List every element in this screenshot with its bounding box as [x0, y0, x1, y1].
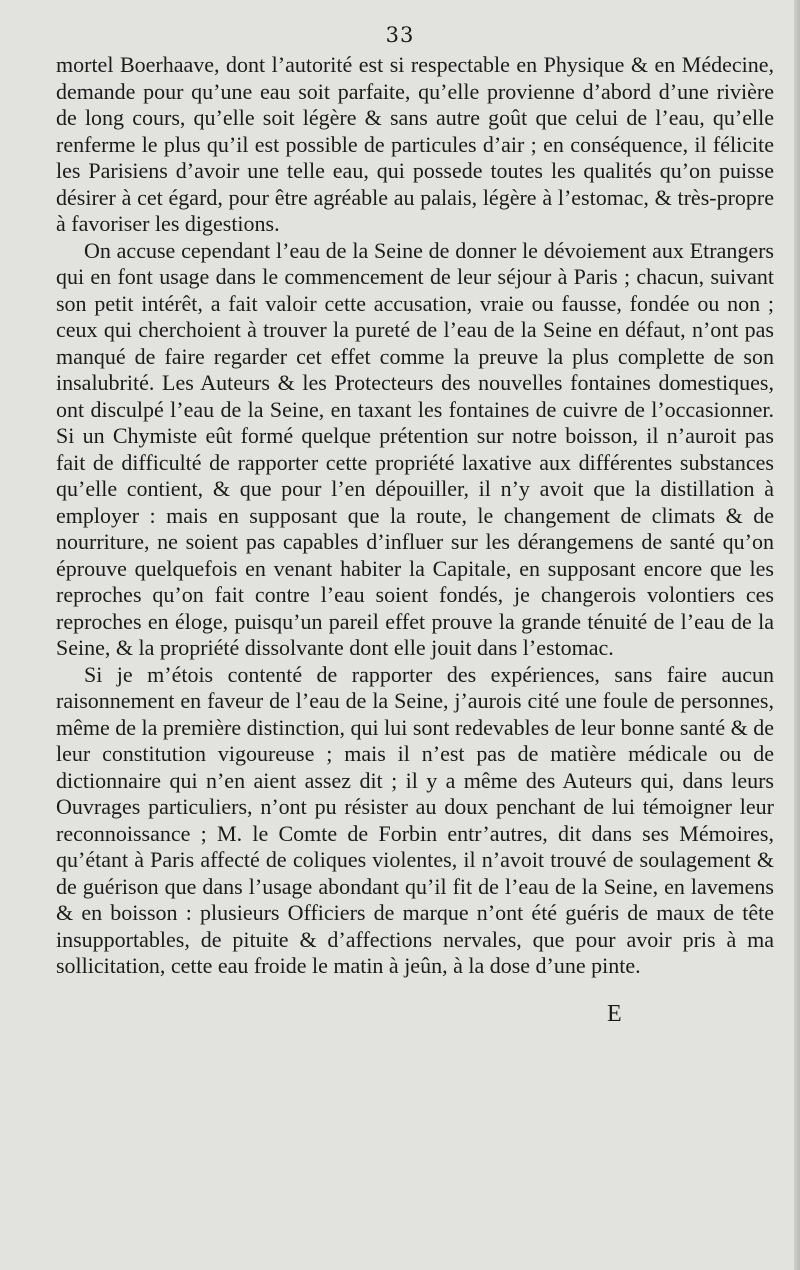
body-text: [56, 52, 774, 980]
paragraph-testimonies: Si je m’étois contenté de rapporter des expériences, sans faire aucun raisonnement en faveur de l’eau de la Seine, j’aurois cité une foule de personnes, même de la première distinction, qui lui sont redevables de leur bonne santé & de leur constitution vigoureuse ; mais il n’est pas de matière médicale ou de dictionnaire qui n’en aient assez dit ; il y a même des Auteurs qui, dans leurs Ouvrages particuliers, n’ont pu résister au doux penchant de lui témoigner leur reconnoissance ; M. le Comte de Forbin entr’autres, dit dans ses Mémoires, qu’étant à Paris affecté de coliques violentes, il n’avoit trouvé de soulagement & de guérison que dans l’usage abondant qu’il fit de l’eau de la Seine, en lavemens & en boisson : plusieurs Officiers de marque n’ont été guéris de maux de tête insupportables, de pituite & d’affections nervales, que pour avoir pris à ma sollicitation, cette eau froide le matin à jeûn, à la dose d’une pinte.: [56, 661, 774, 978]
signature-mark: E: [607, 1001, 622, 1027]
page-edge-shadow: [794, 0, 800, 1270]
paragraph-continuation: mortel Boerhaave, dont l’autorité est si respectable en Physique & en Médecine, demande pour qu’une eau soit parfaite, qu’elle provienne d’abord d’une rivière de long cours, qu’elle soit légère & sans autre goût que celui de l’eau, qu’elle renferme le plus qu’il est possible de particules d’air ; en conséquence, il félicite les Parisiens d’avoir une telle eau, qui possede toutes les qualités qu’on puisse désirer à cet égard, pour être agréable au palais, légère à l’estomac, & très-propre à favoriser les digestions.: [56, 52, 774, 236]
page-number: 33: [385, 23, 415, 47]
paragraph-seine-accusation: On accuse cependant l’eau de la Seine de donner le dévoiement aux Etrangers qui en font usage dans le commencement de leur séjour à Paris ; chacun, suivant son petit intérêt, a fait valoir cette accusation, vraie ou fausse, fondée ou non ; ceux qui cherchoient à trouver la pureté de l’eau de la Seine en défaut, n’ont pas manqué de faire regarder cet effet comme la preuve la plus complette de son insalubrité. Les Auteurs & les Protecteurs des nouvelles fontaines domestiques, ont disculpé l’eau de la Seine, en taxant les fontaines de cuivre de l’occasionner. Si un Chymiste eût formé quelque prétention sur notre boisson, il n’auroit pas fait de difficulté de rapporter cette propriété laxative aux différentes substances qu’elle contient, & que pour l’en dépouiller, il n’y avoit que la distillation à employer : mais en supposant que la route, le changement de climats & de nourriture, ne soient pas capables d’influer sur les dérangemens de santé qu’on éprouve quelquefois en venant habiter la Capitale, en supposant encore que les reproches qu’on fait contre l’eau soient fondés, je changerois volontiers ces reproches en éloge, puisqu’un pareil effet prouve la grande ténuité de l’eau de la Seine, & la propriété dissolvante dont elle jouit dans l’estomac.: [56, 237, 774, 660]
